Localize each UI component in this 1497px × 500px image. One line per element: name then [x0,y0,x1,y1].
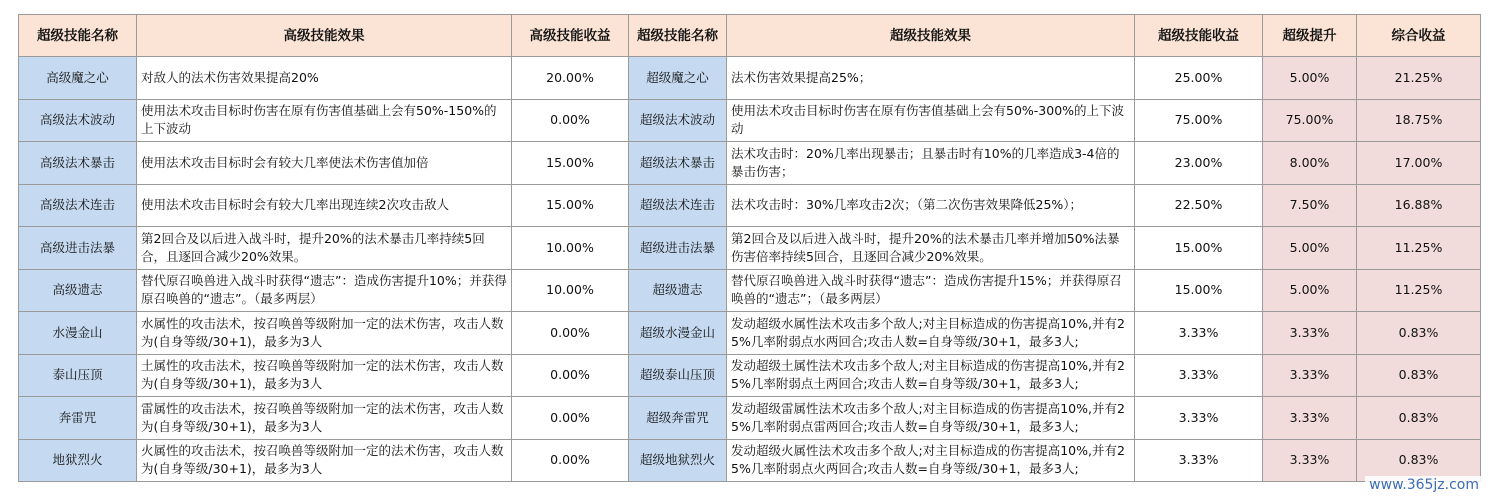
skill-comparison-table-wrapper [18,14,1481,482]
advanced-skill-name-cell: 地狱烈火 [19,439,137,482]
table-row [19,142,1481,185]
table-row [19,439,1481,482]
super-skill-effect-cell: 替代原召唤兽进入战斗时获得“遗志”：造成伤害提升15%；并获得原召唤兽的“遗志”；（最多两层） [727,269,1135,312]
super-skill-name-cell: 超级法术连击 [629,184,727,227]
advanced-skill-effect-cell: 替代原召唤兽进入战斗时获得“遗志”：造成伤害提升10%；并获得原召唤兽的“遗志”。（最多两层） [137,269,512,312]
table-row [19,227,1481,270]
table-row [19,57,1481,100]
super-skill-name-cell: 超级奔雷咒 [629,397,727,440]
table-row [19,354,1481,397]
advanced-skill-name-cell: 水漫金山 [19,312,137,355]
skill-comparison-table [18,14,1481,482]
advanced-skill-effect-cell: 使用法术攻击目标时会有较大几率出现连续2次攻击敌人 [137,184,512,227]
super-skill-name-cell: 超级地狱烈火 [629,439,727,482]
super-skill-name-cell: 超级进击法暴 [629,227,727,270]
super-skill-effect-cell: 发动超级土属性法术攻击多个敌人;对主目标造成的伤害提高10%,并有25%几率附弱点土两回合;攻击人数=自身等级/30+1，最多3人; [727,354,1135,397]
header-row [19,15,1481,57]
super-skill-effect-cell: 使用法术攻击目标时伤害在原有伤害值基础上会有50%-300%的上下波动 [727,99,1135,142]
super-improvement-cell: 5.00% [1263,269,1357,312]
super-skill-gain-cell: 3.33% [1135,439,1263,482]
overall-gain-cell: 0.83% [1357,397,1481,440]
advanced-skill-gain-cell: 10.00% [512,269,629,312]
advanced-skill-name-cell: 高级法术波动 [19,99,137,142]
overall-gain-cell: 18.75% [1357,99,1481,142]
col-header-overall-gain: 综合收益 [1357,15,1481,57]
super-skill-gain-cell: 15.00% [1135,227,1263,270]
super-skill-gain-cell: 3.33% [1135,354,1263,397]
watermark: www.365jz.com [1365,476,1483,494]
super-improvement-cell: 8.00% [1263,142,1357,185]
super-skill-effect-cell: 第2回合及以后进入战斗时，提升20%的法术暴击几率并增加50%法暴伤害倍率持续5回合，且逐回合减少20%效果。 [727,227,1135,270]
table-row [19,99,1481,142]
advanced-skill-gain-cell: 0.00% [512,397,629,440]
advanced-skill-effect-cell: 对敌人的法术伤害效果提高20% [137,57,512,100]
table-row [19,184,1481,227]
super-skill-name-cell: 超级水漫金山 [629,312,727,355]
overall-gain-cell: 11.25% [1357,269,1481,312]
super-skill-gain-cell: 22.50% [1135,184,1263,227]
super-skill-effect-cell: 法术攻击时：20%几率出现暴击；且暴击时有10%的几率造成3-4倍的暴击伤害； [727,142,1135,185]
advanced-skill-name-cell: 高级遗志 [19,269,137,312]
advanced-skill-name-cell: 高级法术暴击 [19,142,137,185]
advanced-skill-effect-cell: 使用法术攻击目标时会有较大几率使法术伤害值加倍 [137,142,512,185]
table-body [19,57,1481,482]
col-header-advanced-skill-gain: 高级技能收益 [512,15,629,57]
col-header-super-skill-name: 超级技能名称 [629,15,727,57]
advanced-skill-gain-cell: 10.00% [512,227,629,270]
super-improvement-cell: 75.00% [1263,99,1357,142]
super-skill-gain-cell: 23.00% [1135,142,1263,185]
col-header-super-improvement: 超级提升 [1263,15,1357,57]
super-improvement-cell: 7.50% [1263,184,1357,227]
super-skill-gain-cell: 15.00% [1135,269,1263,312]
advanced-skill-gain-cell: 0.00% [512,439,629,482]
advanced-skill-effect-cell: 土属性的攻击法术，按召唤兽等级附加一定的法术伤害，攻击人数为(自身等级/30+1)，最多为3人 [137,354,512,397]
advanced-skill-gain-cell: 0.00% [512,354,629,397]
col-header-advanced-skill-name: 超级技能名称 [19,15,137,57]
overall-gain-cell: 21.25% [1357,57,1481,100]
table-row [19,397,1481,440]
advanced-skill-effect-cell: 第2回合及以后进入战斗时，提升20%的法术暴击几率持续5回合，且逐回合减少20%效果。 [137,227,512,270]
super-improvement-cell: 5.00% [1263,227,1357,270]
super-improvement-cell: 3.33% [1263,312,1357,355]
overall-gain-cell: 0.83% [1357,312,1481,355]
overall-gain-cell: 17.00% [1357,142,1481,185]
super-skill-gain-cell: 3.33% [1135,397,1263,440]
super-skill-effect-cell: 发动超级水属性法术攻击多个敌人;对主目标造成的伤害提高10%,并有25%几率附弱点水两回合;攻击人数=自身等级/30+1，最多3人; [727,312,1135,355]
super-skill-effect-cell: 发动超级雷属性法术攻击多个敌人;对主目标造成的伤害提高10%,并有25%几率附弱点雷两回合;攻击人数=自身等级/30+1，最多3人; [727,397,1135,440]
super-skill-name-cell: 超级魔之心 [629,57,727,100]
super-skill-gain-cell: 3.33% [1135,312,1263,355]
super-skill-gain-cell: 75.00% [1135,99,1263,142]
table-row [19,312,1481,355]
super-skill-effect-cell: 法术攻击时：30%几率攻击2次；（第二次伤害效果降低25%）； [727,184,1135,227]
overall-gain-cell: 11.25% [1357,227,1481,270]
advanced-skill-gain-cell: 0.00% [512,312,629,355]
col-header-super-skill-effect: 超级技能效果 [727,15,1135,57]
overall-gain-cell: 16.88% [1357,184,1481,227]
advanced-skill-effect-cell: 火属性的攻击法术，按召唤兽等级附加一定的法术伤害，攻击人数为(自身等级/30+1)，最多为3人 [137,439,512,482]
advanced-skill-name-cell: 奔雷咒 [19,397,137,440]
advanced-skill-gain-cell: 0.00% [512,99,629,142]
advanced-skill-effect-cell: 水属性的攻击法术，按召唤兽等级附加一定的法术伤害，攻击人数为(自身等级/30+1)，最多为3人 [137,312,512,355]
super-skill-name-cell: 超级泰山压顶 [629,354,727,397]
advanced-skill-gain-cell: 15.00% [512,142,629,185]
super-improvement-cell: 3.33% [1263,354,1357,397]
super-improvement-cell: 3.33% [1263,439,1357,482]
super-skill-gain-cell: 25.00% [1135,57,1263,100]
advanced-skill-effect-cell: 雷属性的攻击法术，按召唤兽等级附加一定的法术伤害，攻击人数为(自身等级/30+1)，最多为3人 [137,397,512,440]
advanced-skill-effect-cell: 使用法术攻击目标时伤害在原有伤害值基础上会有50%-150%的上下波动 [137,99,512,142]
super-improvement-cell: 5.00% [1263,57,1357,100]
advanced-skill-name-cell: 高级法术连击 [19,184,137,227]
overall-gain-cell: 0.83% [1357,354,1481,397]
advanced-skill-name-cell: 高级魔之心 [19,57,137,100]
overall-gain-cell: 0.83% [1357,439,1481,482]
advanced-skill-gain-cell: 20.00% [512,57,629,100]
advanced-skill-name-cell: 泰山压顶 [19,354,137,397]
super-skill-name-cell: 超级遗志 [629,269,727,312]
col-header-super-skill-gain: 超级技能收益 [1135,15,1263,57]
super-skill-name-cell: 超级法术波动 [629,99,727,142]
table-row [19,269,1481,312]
super-improvement-cell: 3.33% [1263,397,1357,440]
super-skill-name-cell: 超级法术暴击 [629,142,727,185]
super-skill-effect-cell: 发动超级火属性法术攻击多个敌人;对主目标造成的伤害提高10%,并有25%几率附弱点火两回合;攻击人数=自身等级/30+1，最多3人; [727,439,1135,482]
super-skill-effect-cell: 法术伤害效果提高25%； [727,57,1135,100]
col-header-advanced-skill-effect: 高级技能效果 [137,15,512,57]
advanced-skill-name-cell: 高级进击法暴 [19,227,137,270]
advanced-skill-gain-cell: 15.00% [512,184,629,227]
